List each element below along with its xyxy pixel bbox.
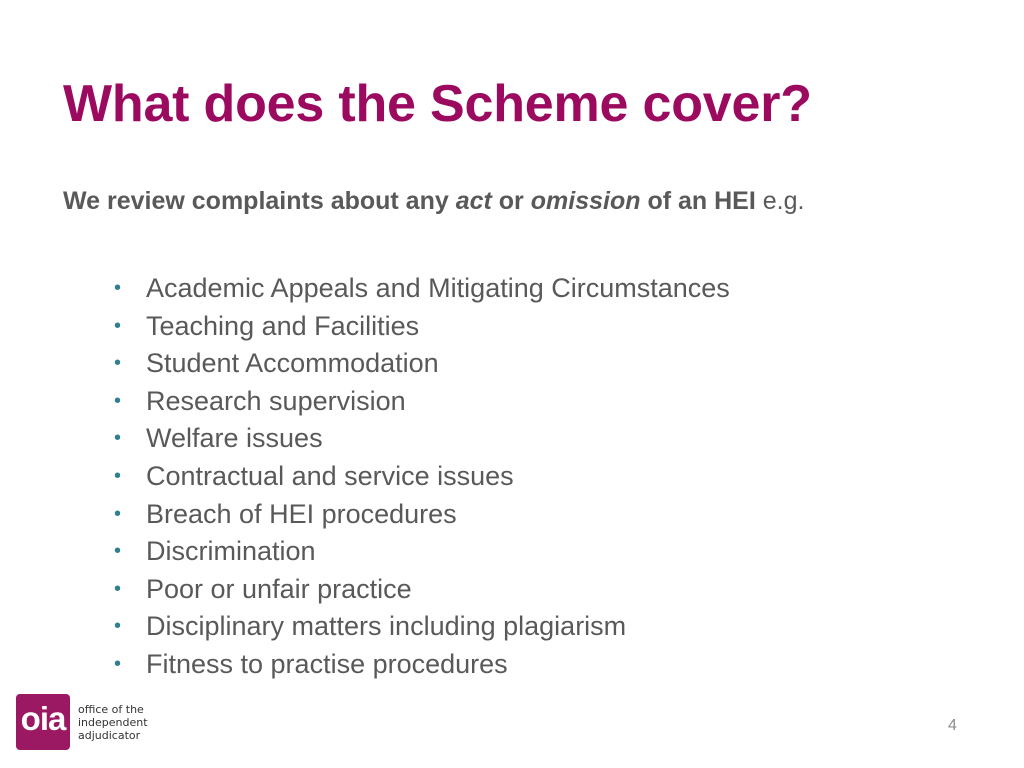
page-number: 4 (948, 717, 957, 734)
coverage-list (112, 270, 730, 684)
list-item (112, 646, 730, 684)
logo-mark-box (16, 694, 70, 750)
list-item (112, 496, 730, 534)
list-item-text: Research supervision (146, 385, 406, 416)
logo-line-2: independent (78, 716, 148, 729)
list-item (112, 345, 730, 383)
bullet-icon: • (114, 352, 122, 375)
list-item (112, 383, 730, 421)
bullet-icon: • (114, 577, 122, 600)
list-item (112, 533, 730, 571)
list-item-text: Welfare issues (146, 423, 323, 454)
intro-text (63, 187, 804, 216)
logo-wordmark (78, 703, 148, 742)
logo-mark-text: oia (20, 700, 66, 737)
list-item-text: Fitness to practise procedures (146, 648, 508, 679)
list-item-text: Contractual and service issues (146, 460, 514, 491)
intro-part-1: We review complaints about any (63, 187, 456, 215)
bullet-icon: • (114, 314, 122, 337)
intro-omission: omission (530, 187, 641, 215)
bullet-icon: • (114, 277, 122, 299)
list-item-text: Poor or unfair practice (146, 573, 412, 604)
list-item-text: Disciplinary matters including plagiarism (146, 611, 627, 642)
oia-logo (16, 694, 156, 750)
intro-act: act (455, 187, 492, 215)
intro-part-3: of an HEI (640, 187, 756, 215)
intro-part-4: e.g. (755, 187, 805, 215)
list-item (112, 270, 730, 308)
bullet-icon: • (114, 502, 122, 525)
logo-line-3: adjudicator (78, 729, 141, 742)
slide-title: What does the Scheme cover? (63, 75, 812, 133)
bullet-icon: • (114, 615, 122, 638)
bullet-icon: • (114, 389, 122, 412)
list-item-text: Teaching and Facilities (146, 310, 420, 341)
list-item-text: Academic Appeals and Mitigating Circumstances (146, 273, 730, 303)
list-item-text: Student Accommodation (146, 348, 439, 379)
list-item (112, 420, 730, 458)
intro-part-2: or (491, 187, 531, 215)
list-item (112, 458, 730, 496)
list-item-text: Breach of HEI procedures (146, 498, 457, 529)
list-item (112, 571, 730, 609)
bullet-icon: • (114, 464, 122, 487)
bullet-icon: • (114, 427, 122, 450)
bullet-icon: • (114, 540, 122, 563)
list-item (112, 608, 730, 646)
list-item-text: Discrimination (146, 536, 316, 567)
logo-line-1: office of the (78, 703, 144, 716)
bullet-icon: • (114, 652, 122, 675)
list-item (112, 308, 730, 346)
